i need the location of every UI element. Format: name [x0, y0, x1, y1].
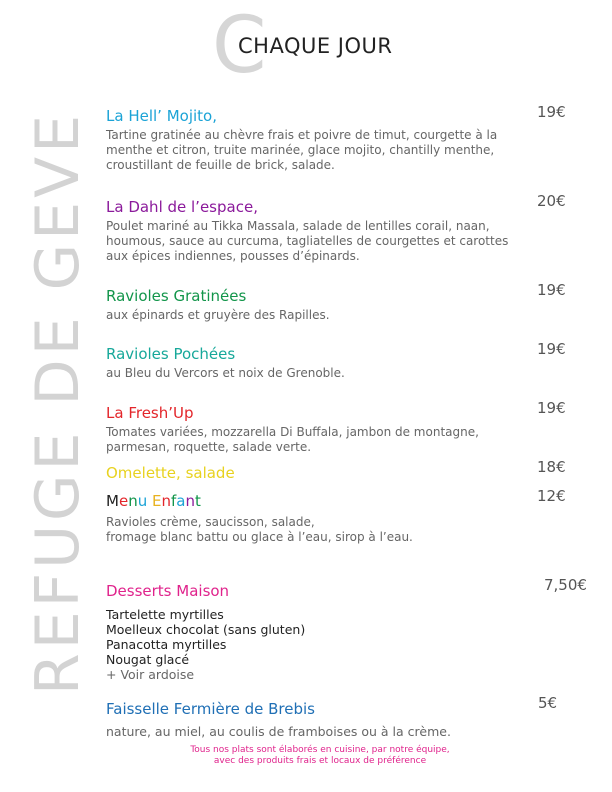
dish-name-letter: e [118, 492, 129, 510]
dish-name-letter: u [137, 492, 148, 510]
dish-price: 19€ [537, 399, 566, 417]
menu-item-fresh-up [106, 404, 546, 455]
faisselle-section [106, 700, 546, 739]
dish-name: La Hell’ Mojito, [106, 107, 217, 125]
dish-description: Tomates variées, mozzarella Di Buffala, jambon de montagne, parmesan, roquette, salade verte. [106, 425, 479, 454]
dish-description: Poulet mariné au Tikka Massala, salade de lentilles corail, naan, houmous, sauce au curcuma, tagliatelles de courgettes et carottes aux épices indiennes, pousses d’épinards. [106, 219, 509, 263]
dish-description: Ravioles crème, saucisson, salade, fromage blanc battu ou glace à l’eau, sirop à l’eau. [106, 515, 413, 544]
dish-name-letter: M [106, 492, 119, 510]
dish-description: aux épinards et gruyère des Rapilles. [106, 308, 330, 322]
dish-name: La Fresh’Up [106, 404, 194, 422]
dish-price: 20€ [537, 192, 566, 210]
dish-name-letter: n [185, 492, 195, 510]
faisselle-price: 5€ [538, 694, 558, 712]
desserts-section [106, 582, 546, 682]
dish-name-letter: a [176, 492, 186, 510]
dish-description: Tartine gratinée au chèvre frais et poivre de timut, courgette à la menthe et citron, truite marinée, glace mojito, chantilly menthe, croustillant de feuille de brick, salade. [106, 128, 498, 172]
dish-name: Ravioles Gratinées [106, 287, 247, 305]
dish-name-letter: n [161, 492, 171, 510]
dish-price: 19€ [537, 281, 566, 299]
dessert-item: Moelleux chocolat (sans gluten) [106, 622, 306, 637]
footer-note: Tous nos plats sont élaborés en cuisine, par notre équipe, avec des produits frais et locaux de préférence [190, 745, 450, 766]
dish-name: Omelette, salade [106, 464, 235, 482]
dessert-item: Panacotta myrtilles [106, 637, 227, 652]
dish-name-letter: E [152, 492, 162, 510]
dessert-item: Tartelette myrtilles [106, 607, 224, 622]
dessert-list [106, 607, 546, 682]
dessert-item: Nougat glacé [106, 652, 190, 667]
decorative-letter: C [212, 1, 267, 91]
dish-name-letter: n [128, 492, 138, 510]
dish-price: 19€ [537, 103, 566, 121]
menu-item-dahl [106, 198, 546, 264]
desserts-price: 7,50€ [544, 576, 587, 594]
dish-name-letter: t [195, 492, 201, 510]
dish-name: La Dahl de l’espace, [106, 198, 258, 216]
menu-item-omelette [106, 464, 546, 483]
dish-price: 18€ [537, 458, 566, 476]
dish-price: 19€ [537, 340, 566, 358]
dish-price: 12€ [537, 487, 566, 505]
menu-item-ravioles-pochees [106, 345, 546, 381]
dish-description: nature, au miel, au coulis de framboises ou à la crème. [106, 724, 451, 739]
menu-item-ravioles-gratinees [106, 287, 546, 323]
page-title: CHAQUE JOUR [238, 34, 393, 58]
dish-description: au Bleu du Vercors et noix de Grenoble. [106, 366, 345, 380]
dessert-extra-note: + Voir ardoise [106, 667, 195, 682]
vertical-restaurant-name: REFUGE DE GEVE [23, 110, 93, 695]
dish-name: Ravioles Pochées [106, 345, 236, 363]
section-title: Desserts Maison [106, 582, 230, 600]
dish-name-letter: f [171, 492, 177, 510]
section-title: Faisselle Fermière de Brebis [106, 700, 315, 718]
menu-item-hell-mojito [106, 107, 546, 173]
dish-name [106, 492, 546, 511]
menu-item-menu-enfant [106, 492, 546, 545]
